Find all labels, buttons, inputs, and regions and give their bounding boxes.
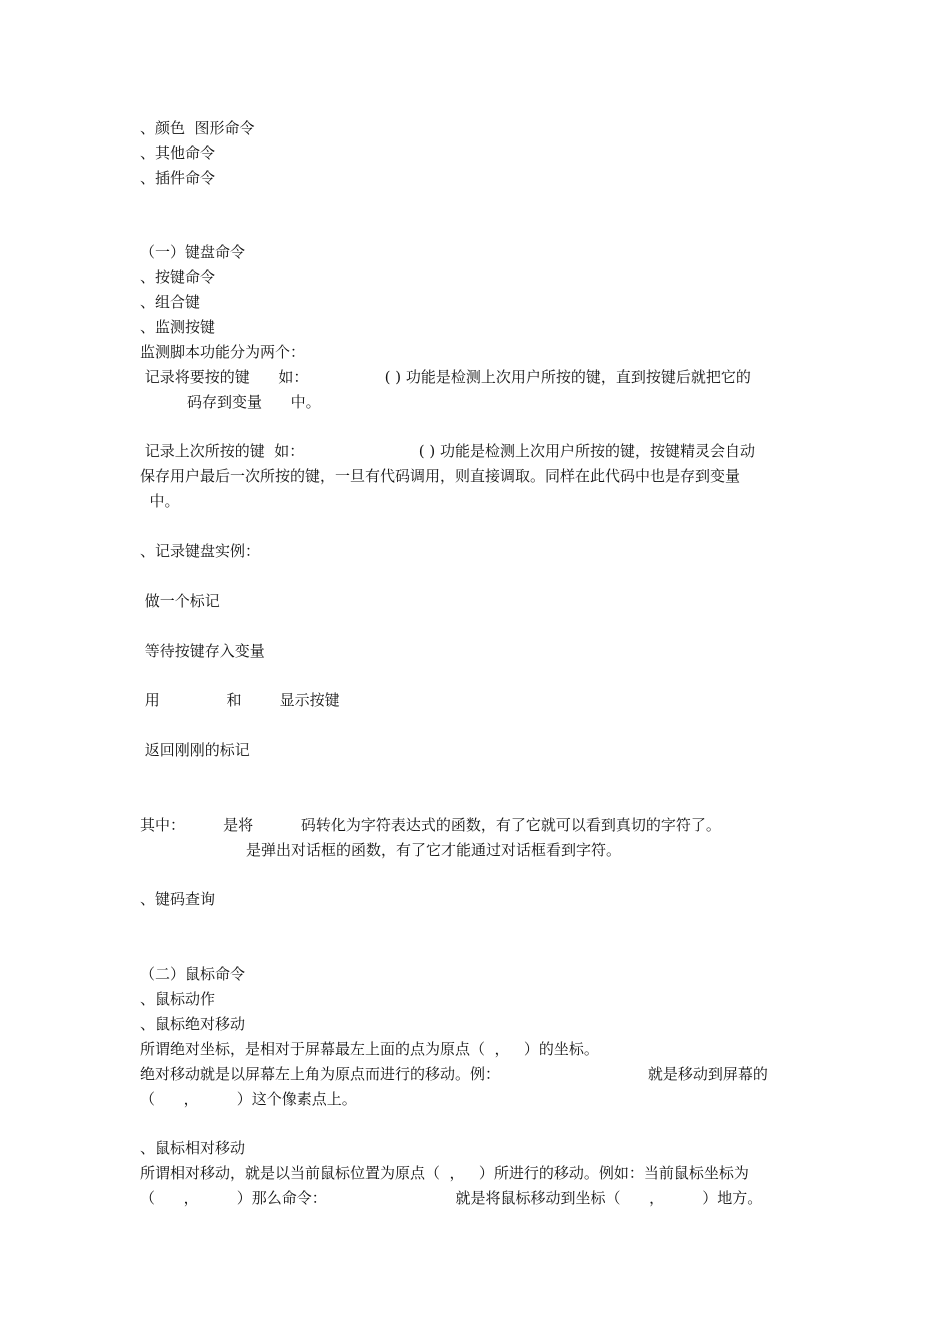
example-step: 做一个标记 xyxy=(140,592,220,610)
paragraph-intro: 监测脚本功能分为两个： xyxy=(140,343,306,361)
paragraph-line: 中。 xyxy=(140,492,180,510)
example-title: 、记录键盘实例： xyxy=(140,542,261,560)
example-step: 等待按键存入变量 xyxy=(140,642,265,660)
paragraph-line: 码存到变量 中。 xyxy=(187,393,321,411)
section-heading-keyboard: （一）键盘命令 xyxy=(140,243,246,261)
paragraph-line: 保存用户最后一次所按的键，一旦有代码调用，则直接调取。同样在此代码中也是存到变量 xyxy=(140,467,741,485)
toc-item-plugin: 、插件命令 xyxy=(140,169,216,187)
paragraph-line: （ ， ）那么命令： 就是将鼠标移动到坐标（ ， ）地方。 xyxy=(140,1189,763,1207)
paragraph-line: 记录将要按的键 如： ( ) 功能是检测上次用户所按的键，直到按键后就把它的 xyxy=(140,368,751,386)
toc-item-color-graphics: 、颜色 图形命令 xyxy=(140,119,255,137)
list-item: 、按键命令 xyxy=(140,268,216,286)
example-step: 返回刚刚的标记 xyxy=(140,741,250,759)
example-step: 用 和 显示按键 xyxy=(140,691,340,709)
list-item: 、监测按键 xyxy=(140,318,216,336)
note-line: 是弹出对话框的函数，有了它才能通过对话框看到字符。 xyxy=(246,841,622,859)
paragraph-line: 绝对移动就是以屏幕左上角为原点而进行的移动。例： 就是移动到屏幕的 xyxy=(140,1065,768,1083)
paragraph-line: 所谓绝对坐标，是相对于屏幕最左上面的点为原点（ ， ）的坐标。 xyxy=(140,1040,599,1058)
keycode-lookup: 、键码查询 xyxy=(140,890,216,908)
list-item: 、鼠标动作 xyxy=(140,990,216,1008)
note-line: 其中： 是将 码转化为字符表达式的函数，有了它就可以看到真切的字符了。 xyxy=(140,816,721,834)
paragraph-line: （ ， ）这个像素点上。 xyxy=(140,1090,357,1108)
section-heading-mouse: （二）鼠标命令 xyxy=(140,965,246,983)
toc-item-other: 、其他命令 xyxy=(140,144,216,162)
subsection-title: 、鼠标相对移动 xyxy=(140,1139,246,1157)
paragraph-line: 记录上次所按的键 如： ( ) 功能是检测上次用户所按的键，按键精灵会自动 xyxy=(140,442,755,460)
list-item: 、鼠标绝对移动 xyxy=(140,1015,246,1033)
paragraph-line: 所谓相对移动，就是以当前鼠标位置为原点（ ， ）所进行的移动。例如：当前鼠标坐标为 xyxy=(140,1164,749,1182)
list-item: 、组合键 xyxy=(140,293,201,311)
